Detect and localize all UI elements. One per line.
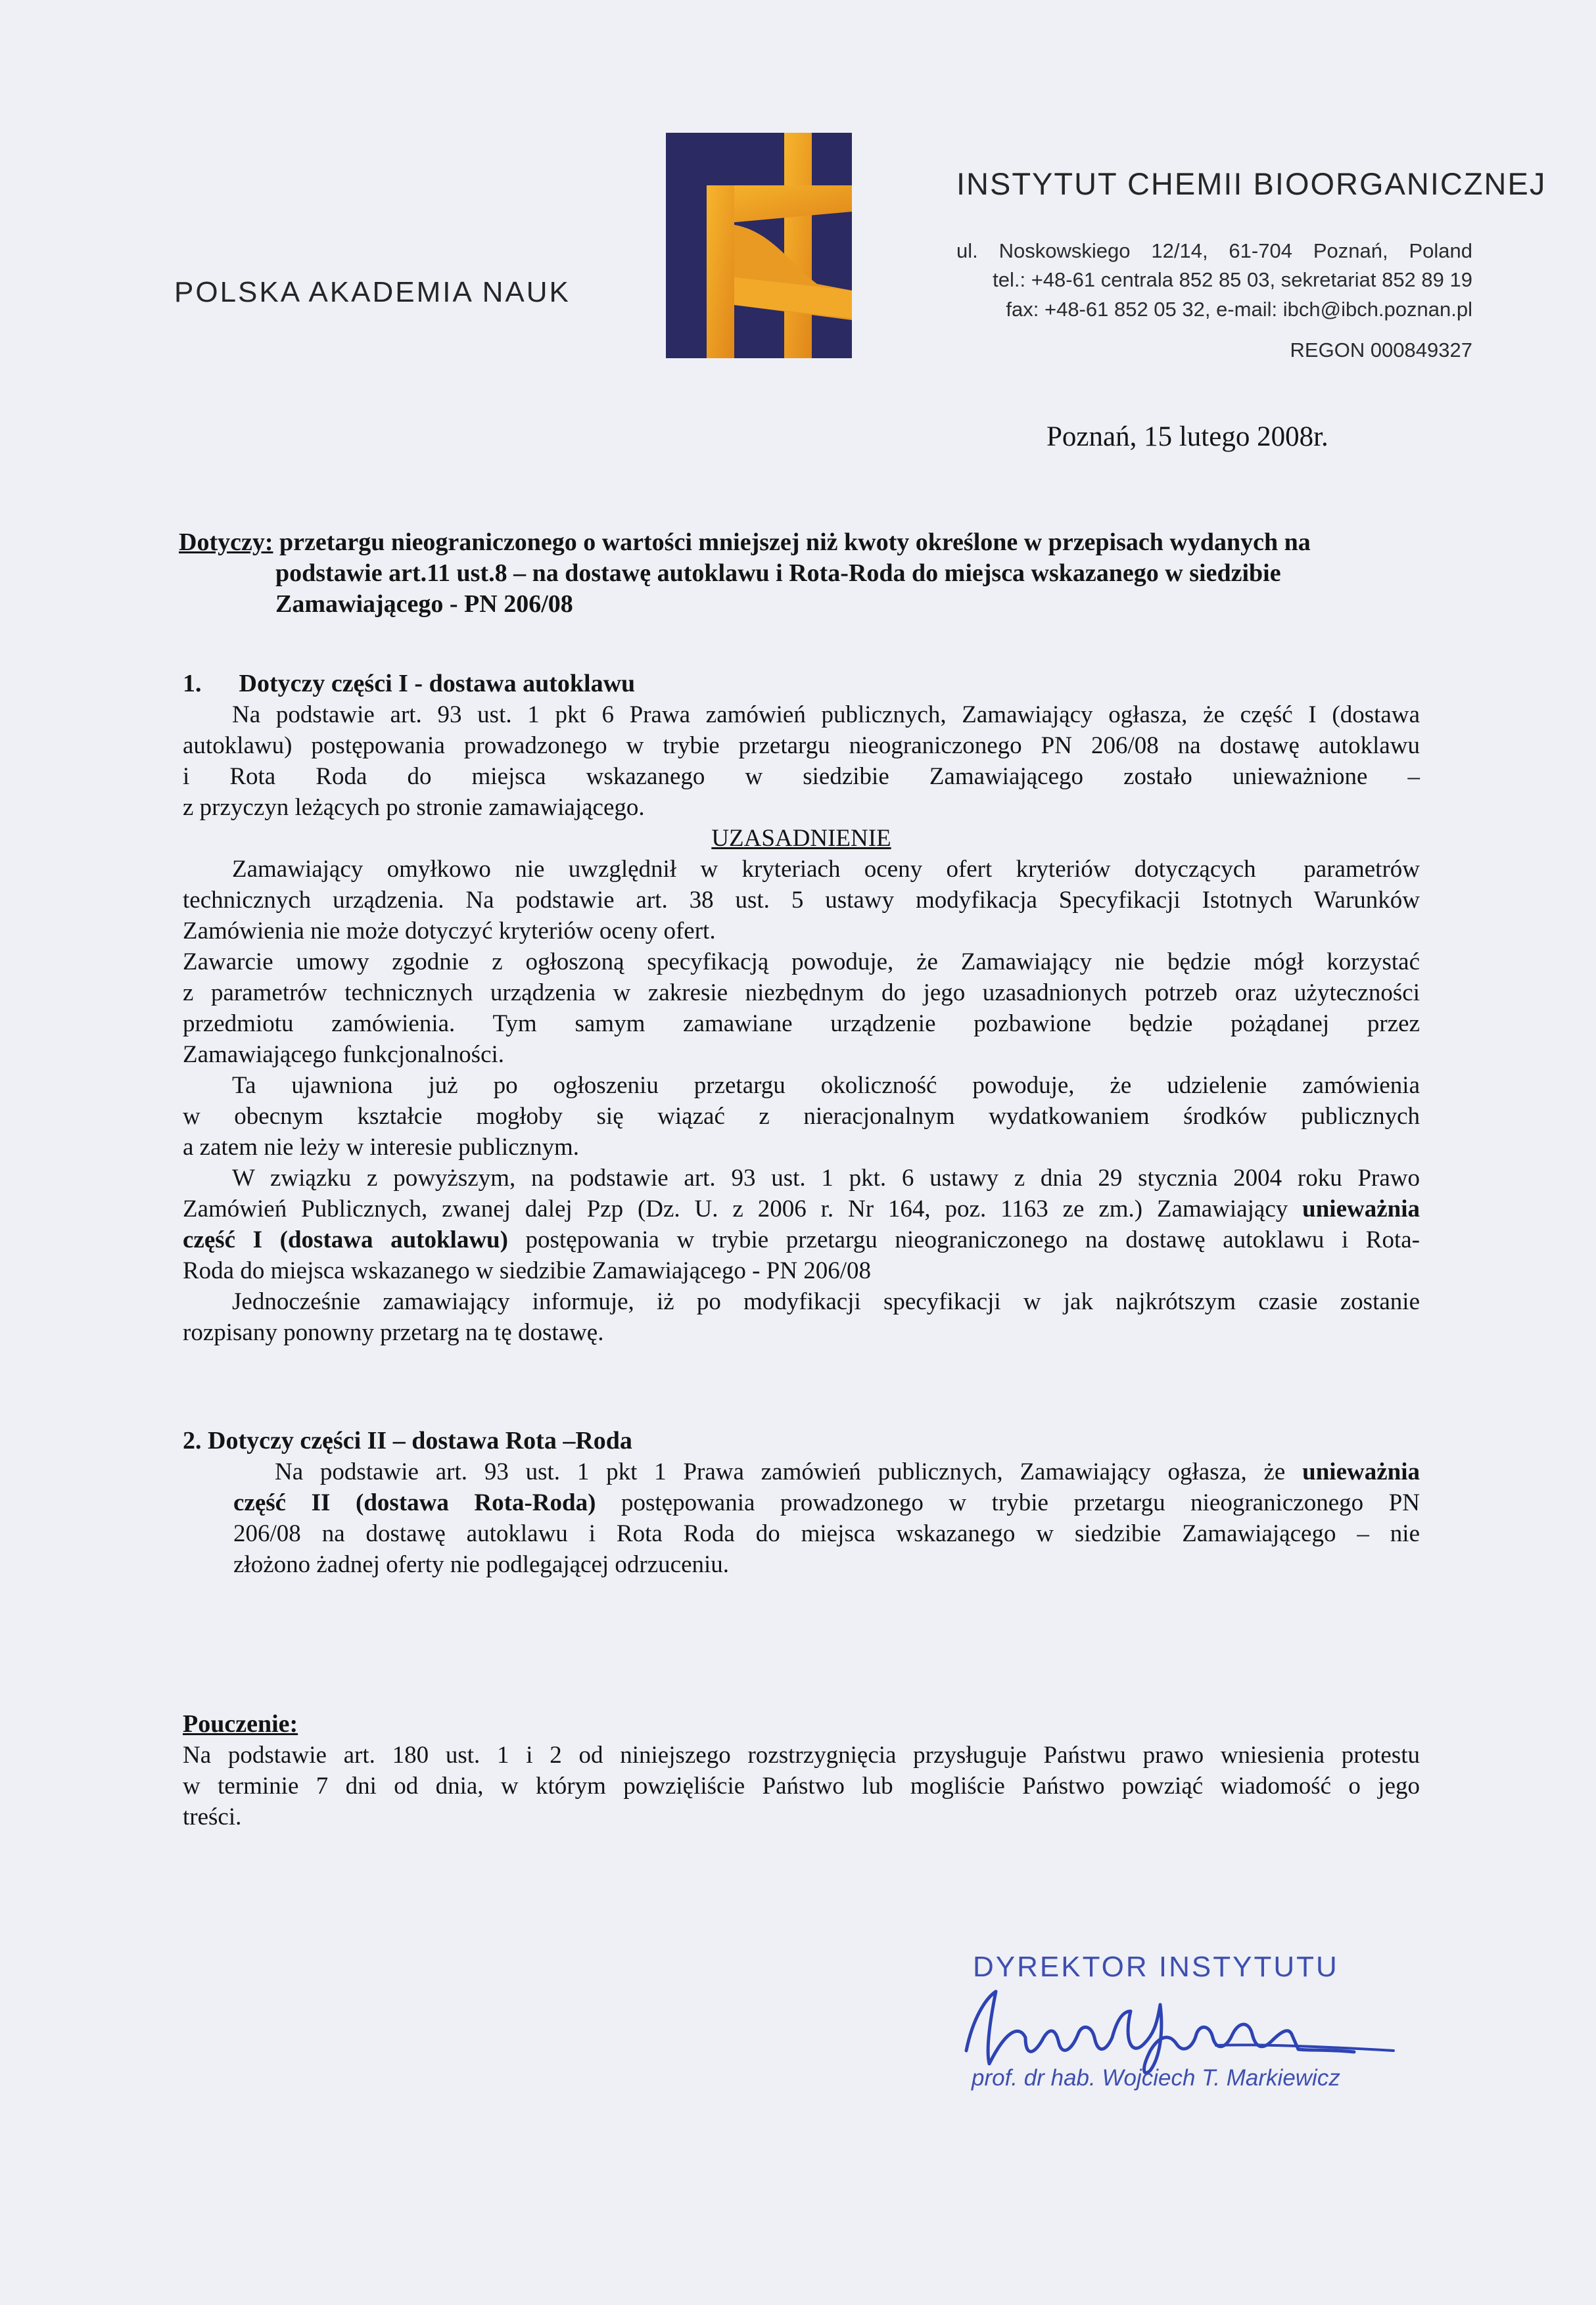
paragraph-line: Zamawiający omyłkowo nie uwzględnił w kryteriach oceny ofert kryteriów dotyczących parametrów (232, 856, 1420, 883)
paragraph-line (183, 1194, 1420, 1224)
justification-title: UZASADNIENIE (711, 825, 891, 852)
address-line: ul. Noskowskiego 12/14, 61-704 Poznań, Poland (956, 239, 1472, 262)
paragraph-line: Na podstawie art. 180 ust. 1 i 2 od niniejszego rozstrzygnięcia przysługuje Państwu prawo wniesienia protestu (183, 1742, 1420, 1769)
paragraph-line: 206/08 na dostawę autoklawu i Rota Roda do miejsca wskazanego w siedzibie Zamawiającego – nie (233, 1520, 1420, 1547)
bold-text: część II (dostawa Rota-Roda) (233, 1489, 596, 1516)
paragraph-line: technicznych urządzenia. Na podstawie art. 38 ust. 5 ustawy modyfikacja Specyfikacji Istotnych Warunków (183, 887, 1420, 914)
paragraph-line: w terminie 7 dni od dnia, w którym powzięliście Państwo lub mogliście Państwo powziąć wiadomość o jego (183, 1773, 1420, 1800)
paragraph-text: Zamówień Publicznych, zwanej dalej Pzp (Dz. U. z 2006 r. Nr 164, poz. 1163 ze zm.) Zamawiający (183, 1196, 1303, 1222)
institute-logo (666, 133, 852, 358)
paragraph-line: rozpisany ponowny przetarg na tę dostawę. (183, 1319, 604, 1346)
paragraph-line: treści. (183, 1804, 242, 1830)
bold-text: część I (dostawa autoklawu) (183, 1226, 508, 1253)
paragraph-line: Zamówienia nie może dotyczyć kryteriów oceny ofert. (183, 918, 716, 944)
appeal-notice (183, 1709, 1420, 1832)
paragraph-line: a zatem nie leży w interesie publicznym. (183, 1134, 580, 1161)
paragraph-text: postępowania w trybie przetargu nieograniczonego na dostawę autoklawu i Rota- (507, 1226, 1420, 1253)
fax-email-line: fax: +48-61 852 05 32, e-mail: ibch@ibch.poznan.pl (1006, 298, 1472, 321)
paragraph-line: Ta ujawniona już po ogłoszeniu przetargu okoliczność powoduje, że udzielenie zamówienia (232, 1072, 1420, 1099)
paragraph-line (183, 1456, 1420, 1487)
paragraph-line: W związku z powyższym, na podstawie art. 93 ust. 1 pkt. 6 ustawy z dnia 29 stycznia 2004 roku Prawo (232, 1165, 1420, 1192)
bold-text: unieważnia (1302, 1458, 1420, 1485)
appeal-notice-title: Pouczenie: (183, 1710, 298, 1738)
paragraph-text: Na podstawie art. 93 ust. 1 pkt 1 Prawa zamówień publicznych, Zamawiający ogłasza, że (275, 1458, 1303, 1485)
paragraph-line: Zamawiającego funkcjonalności. (183, 1041, 505, 1068)
paragraph-line: z przyczyn leżących po stronie zamawiającego. (183, 794, 645, 821)
institute-name: INSTYTUT CHEMII BIOORGANICZNEJ (956, 166, 1547, 201)
paragraph-text: postępowania prowadzonego w trybie przetargu nieograniczonego PN (596, 1489, 1420, 1516)
bold-text: unieważnia (1302, 1196, 1420, 1222)
paragraph-line: z parametrów technicznych urządzenia w zakresie niezbędnym do jego uzasadnionych potrzeb oraz użyteczności (183, 979, 1420, 1006)
regon-number: REGON 000849327 (1290, 338, 1472, 361)
academy-name: POLSKA AKADEMIA NAUK (174, 276, 571, 308)
section-1-heading: 1. Dotyczy części I - dostawa autoklawu (183, 670, 636, 697)
paragraph-line: przedmiotu zamówienia. Tym samym zamawiane urządzenie pozbawione będzie pożądanej przez (183, 1010, 1420, 1037)
subject-line: Zamawiającego - PN 206/08 (275, 590, 573, 618)
paragraph-line: autoklawu) postępowania prowadzonego w trybie przetargu nieograniczonego PN 206/08 na dostawę autoklawu (183, 732, 1420, 759)
section-2-heading: 2. Dotyczy części II – dostawa Rota –Roda (183, 1427, 632, 1455)
section-2 (183, 1426, 1420, 1580)
phone-line: tel.: +48-61 centrala 852 85 03, sekretariat 852 89 19 (993, 268, 1472, 291)
paragraph-line: Jednocześnie zamawiający informuje, iż po modyfikacji specyfikacji w jak najkrótszym czasie zostanie (232, 1288, 1420, 1315)
paragraph-line: Roda do miejsca wskazanego w siedzibie Zamawiającego - PN 206/08 (183, 1257, 871, 1284)
paragraph-line: Zawarcie umowy zgodnie z ogłoszoną specyfikacją powoduje, że Zamawiający nie będzie mógł korzystać (183, 948, 1420, 975)
paragraph-line: w obecnym kształcie mogłoby się wiązać z nieracjonalnym wydatkowaniem środków publicznych (183, 1103, 1420, 1130)
document-date: Poznań, 15 lutego 2008r. (1046, 421, 1328, 452)
signatory-name: prof. dr hab. Wojciech T. Markiewicz (972, 2065, 1340, 2091)
paragraph-line (183, 1224, 1420, 1255)
subject-line (179, 527, 1421, 558)
paragraph-line: złożono żadnej oferty nie podlegającej odrzuceniu. (233, 1551, 730, 1578)
subject-line: podstawie art.11 ust.8 – na dostawę autoklawu i Rota-Roda do miejsca wskazanego w siedzibie (275, 559, 1281, 587)
paragraph-line: Na podstawie art. 93 ust. 1 pkt 6 Prawa zamówień publicznych, Zamawiający ogłasza, że część I (dostawa (232, 701, 1420, 728)
stamp-title: DYREKTOR INSTYTUTU (973, 1951, 1339, 1983)
section-1 (183, 668, 1420, 1348)
paragraph-line (183, 1487, 1420, 1518)
paragraph-line: i Rota Roda do miejsca wskazanego w siedzibie Zamawiającego zostało unieważnione – (183, 763, 1420, 790)
subject-text: przetargu nieograniczonego o wartości mniejszej niż kwoty określone w przepisach wydanych na (279, 528, 1311, 556)
subject-label: Dotyczy: (179, 528, 273, 556)
subject-block (179, 527, 1421, 620)
